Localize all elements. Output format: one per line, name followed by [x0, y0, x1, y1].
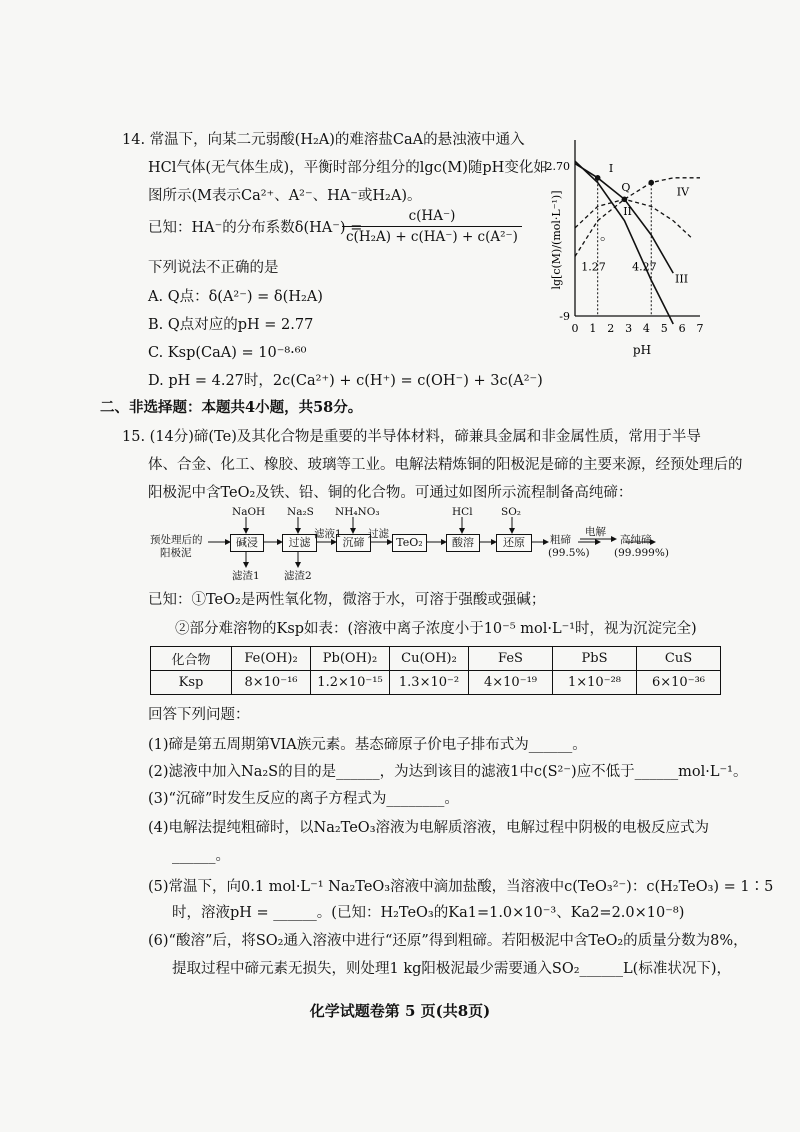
table-cell: 6×10⁻³⁶: [637, 671, 721, 695]
chart-annotation: III: [675, 272, 689, 286]
flow-start-2: 阳极泥: [160, 547, 192, 559]
x-tick-label: 4: [642, 322, 650, 335]
table-cell: 1.2×10⁻¹⁵: [311, 671, 390, 695]
reagent-hcl: HCl: [452, 506, 473, 518]
q15-intro: 15. (14分)碲(Te)及其化合物是重要的半导体材料，碲兼具金属和非金属性质，常用于半导: [122, 429, 701, 445]
fraction-denominator: c(H₂A) + c(HA⁻) + c(A²⁻): [346, 229, 518, 245]
flow-start: 预处理后的: [150, 534, 203, 546]
intersection-point: [595, 175, 601, 181]
pure-te: 高纯碲: [620, 534, 652, 546]
sub-question-6: (6)“酸溶”后，将SO₂通入溶液中进行“还原”得到粗碲。若阳极泥中含TeO₂的质量分数为8%，: [148, 933, 748, 949]
option-b: B. Q点对应的pH = 2.77: [148, 317, 314, 333]
table-header: Fe(OH)₂: [232, 647, 311, 671]
ksp-table: [150, 646, 721, 695]
step-alkaline-leach: 碱浸: [230, 534, 264, 552]
table-cell: 4×10⁻¹⁹: [469, 671, 553, 695]
chart-annotation: Q: [621, 180, 631, 194]
chart-annotation: I: [608, 161, 614, 175]
step-reduce: 还原: [496, 534, 532, 552]
step-precipitate-te: 沉碲: [336, 534, 371, 552]
x-tick-label: 6: [678, 322, 686, 335]
filter-label: 过滤: [368, 528, 389, 540]
chart-annotation: IV: [676, 185, 690, 199]
sub-question-4-cont: ______。: [172, 848, 230, 864]
y-axis-label: lg[c(M)/(mol·L⁻¹)]: [550, 190, 563, 290]
table-cell: Ksp: [151, 671, 232, 695]
intersection-point: [648, 180, 654, 186]
y-tick-label: -2.70: [541, 159, 570, 173]
sub-question-2: (2)滤液中加入Na₂S的目的是______，为达到该目的滤液1中c(S²⁻)应不低于______mol·L⁻¹。: [148, 764, 748, 780]
x-tick-label: 0: [571, 322, 579, 335]
page-footer: 化学试题卷第 5 页(共8页): [309, 1002, 491, 1020]
chart-annotation: II: [623, 204, 632, 218]
table-header: Pb(OH)₂: [311, 647, 390, 671]
q14-question: 下列说法不正确的是: [148, 260, 279, 276]
table-cell: 1.3×10⁻²: [390, 671, 469, 695]
step-acid-dissolve: 酸溶: [446, 534, 480, 552]
chart-annotation: 4.27: [632, 260, 657, 274]
x-axis-label: pH: [632, 343, 652, 357]
sub-question-5: (5)常温下，向0.1 mol·L⁻¹ Na₂TeO₃溶液中滴加盐酸，当溶液中c(TeO₃²⁻)：c(H₂TeO₃) = 1∶5: [148, 879, 774, 895]
step-teo2: TeO₂: [392, 534, 427, 552]
sub-question-1: (1)碲是第五周期第VIA族元素。基态碲原子价电子排布式为______。: [148, 737, 587, 753]
table-header: 化合物: [151, 647, 232, 671]
residue-1: 滤渣1: [232, 570, 260, 582]
q15-intro: 体、合金、化工、橡胶、玻璃等工业。电解法精炼铜的阳极泥是碲的主要来源，经预处理后的: [148, 457, 743, 473]
table-cell: 1×10⁻²⁸: [553, 671, 637, 695]
step-filter: 过滤: [282, 534, 317, 552]
electrolysis-arrow: [578, 530, 620, 544]
fraction-end: 。: [600, 228, 615, 244]
option-a: A. Q点：δ(A²⁻) = δ(H₂A): [148, 289, 323, 305]
table-row: [151, 671, 721, 695]
option-d: D. pH = 4.27时，2c(Ca²⁺) + c(H⁺) = c(OH⁻) + 3c(A²⁻): [148, 373, 543, 389]
q14-line: 图所示(M表示Ca²⁺、A²⁻、HA⁻或H₂A)。: [148, 188, 422, 204]
fraction-bar: [342, 226, 522, 227]
x-tick-label: 1: [589, 322, 597, 335]
x-tick-label: 2: [607, 322, 615, 335]
y-tick-label: -9: [559, 310, 570, 323]
intersection-point: [622, 196, 628, 202]
residue-2: 滤渣2: [284, 570, 312, 582]
option-c: C. Ksp(CaA) = 10⁻⁸·⁶⁰: [148, 345, 307, 361]
q14-title: 14. 常温下，向某二元弱酸(H₂A)的难溶盐CaA的悬浊液中通入: [122, 132, 525, 148]
known-1: 已知：①TeO₂是两性氧化物，微溶于水，可溶于强酸或强碱；: [148, 592, 546, 608]
q14-line: HCl气体(无气体生成)，平衡时部分组分的lgc(M)随pH变化如: [148, 160, 548, 176]
ph-chart: [530, 130, 705, 360]
table-header-row: [151, 647, 721, 671]
sub-question-3: (3)“沉碲”时发生反应的离子方程式为________。: [148, 791, 459, 807]
x-tick-label: 5: [660, 322, 668, 335]
pure-purity: (99.999%): [614, 547, 669, 559]
table-header: CuS: [637, 647, 721, 671]
distribution-fraction: [342, 208, 522, 245]
x-tick-label: 3: [625, 322, 633, 335]
sub-question-5-cont: 时，溶液pH = ______。(已知：H₂TeO₃的Ka1=1.0×10⁻³、Ka2=2.0×10⁻⁸): [172, 905, 685, 921]
known-2: ②部分难溶物的Ksp如表：(溶液中离子浓度小于10⁻⁵ mol·L⁻¹时，视为沉淀完全): [175, 621, 697, 637]
table-header: Cu(OH)₂: [390, 647, 469, 671]
reagent-na2s: Na₂S: [287, 506, 314, 518]
q15-intro: 阳极泥中含TeO₂及铁、铅、铜的化合物。可通过如图所示流程制备高纯碲：: [148, 485, 633, 501]
electrolysis-label: 电解: [585, 526, 606, 538]
section-heading: 二、非选择题：本题共4小题，共58分。: [100, 399, 363, 416]
sub-question-4: (4)电解法提纯粗碲时，以Na₂TeO₃溶液为电解质溶液，电解过程中阴极的电极反应式为: [148, 820, 710, 836]
chart-annotation: 1.27: [581, 260, 606, 274]
table-cell: 8×10⁻¹⁶: [232, 671, 311, 695]
fraction-numerator: c(HA⁻): [408, 208, 456, 224]
table-header: FeS: [469, 647, 553, 671]
sub-question-6-cont: 提取过程中碲元素无损失，则处理1 kg阳极泥最少需要通入SO₂______L(标准状况下)，: [172, 961, 731, 977]
crude-te: 粗碲: [550, 534, 571, 546]
reagent-so2: SO₂: [501, 506, 522, 518]
answer-prompt: 回答下列问题：: [148, 707, 250, 723]
known-definition: 已知：HA⁻的分布系数δ(HA⁻) =: [148, 220, 363, 236]
crude-purity: (99.5%): [548, 547, 590, 559]
table-header: PbS: [553, 647, 637, 671]
filtrate-1-label: 滤液1: [314, 528, 342, 540]
x-tick-label: 7: [696, 322, 704, 335]
reagent-naoh: NaOH: [232, 506, 266, 518]
reagent-nh4no3: NH₄NO₃: [335, 506, 380, 518]
series-line-II: [575, 199, 691, 237]
